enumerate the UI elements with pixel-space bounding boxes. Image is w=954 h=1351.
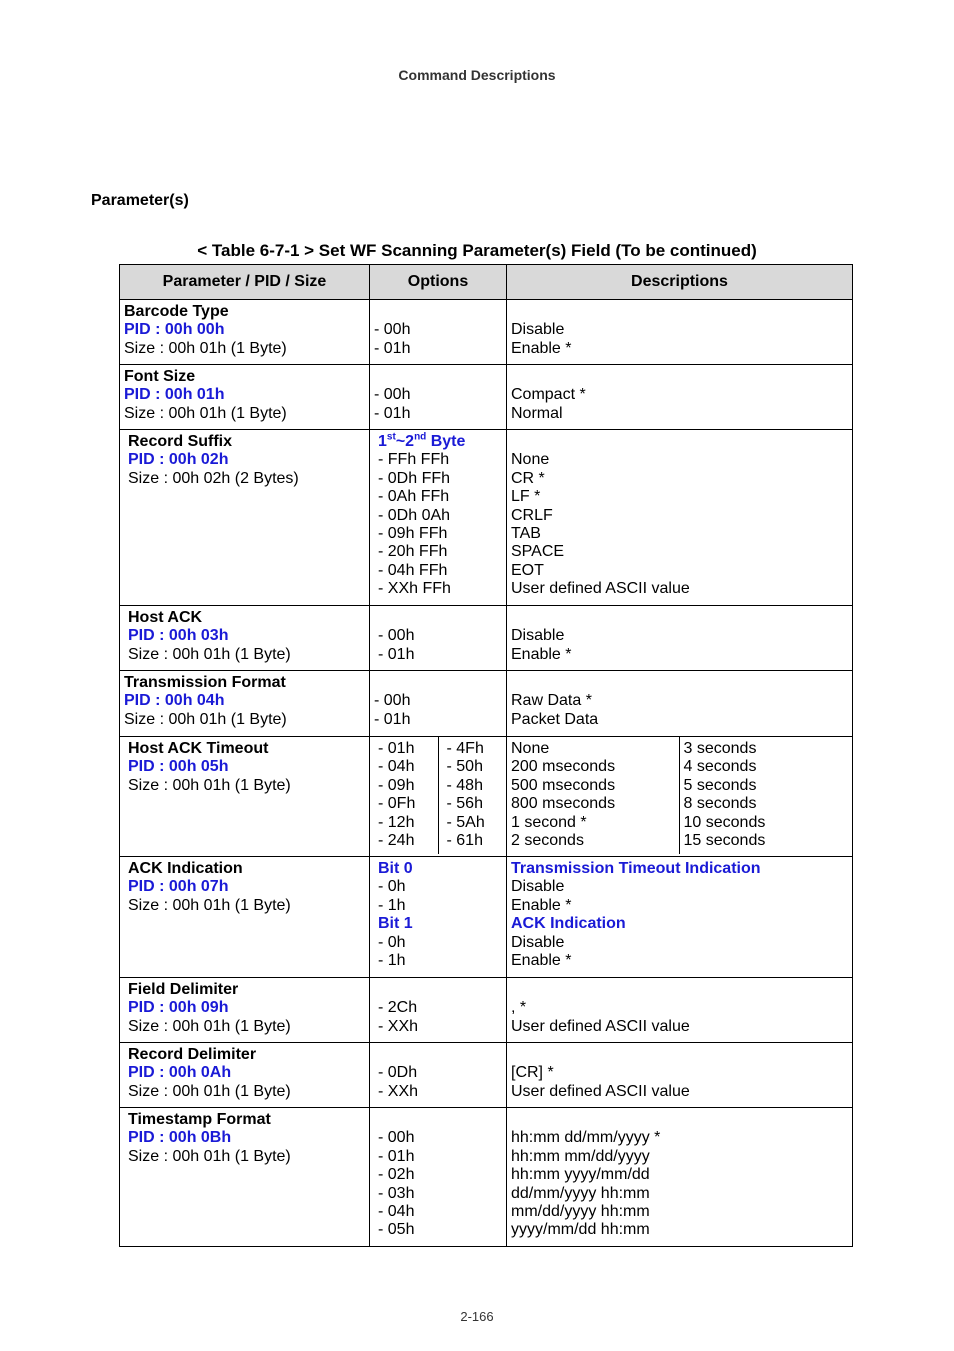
byte-range-label: 1st~2nd Byte	[378, 431, 466, 450]
description-item: 8 seconds	[683, 795, 757, 813]
option-item: - 0Ah FFh	[378, 488, 450, 506]
bit-label: Bit 1	[378, 915, 413, 933]
description-item: Compact *	[511, 386, 586, 404]
description-item: SPACE	[511, 543, 565, 561]
parameter-cell	[120, 430, 370, 606]
description-item: User defined ASCII value	[511, 580, 690, 598]
description-item: 10 seconds	[683, 813, 766, 831]
description-item: Disable	[511, 878, 565, 896]
description-item: CR *	[511, 469, 545, 487]
descriptions-cell	[507, 365, 853, 430]
option-item: - 1h	[378, 896, 406, 914]
column-header: Options	[370, 265, 507, 300]
options-column	[370, 737, 438, 854]
parameter-cell	[120, 1043, 370, 1108]
description-item: 200 mseconds	[511, 758, 616, 776]
options-cell	[370, 671, 507, 737]
table-row	[120, 978, 853, 1043]
description-item: Normal	[511, 404, 563, 422]
description-item: 3 seconds	[683, 740, 757, 757]
parameter-size: Size : 00h 01h (1 Byte)	[124, 710, 287, 728]
parameter-pid: PID : 00h 09h	[128, 999, 229, 1017]
description-item: 800 mseconds	[511, 795, 616, 813]
parameter-cell	[120, 365, 370, 430]
description-item: yyyy/mm/dd hh:mm	[511, 1221, 650, 1239]
parameter-cell	[120, 978, 370, 1043]
option-item: - 0Dh	[378, 1064, 418, 1082]
options-cell	[370, 365, 507, 430]
parameter-size: Size : 00h 01h (1 Byte)	[128, 776, 291, 794]
description-group-title: Transmission Timeout Indication	[511, 860, 761, 877]
descriptions-cell	[507, 300, 853, 365]
option-item: - 12h	[378, 813, 415, 831]
parameter-pid: PID : 00h 04h	[124, 692, 225, 710]
description-item: dd/mm/yyyy hh:mm	[511, 1184, 650, 1202]
parameter-name: Timestamp Format	[128, 1111, 271, 1128]
page-number: 2-166	[460, 1309, 494, 1324]
parameter-pid: PID : 00h 03h	[128, 627, 229, 645]
descriptions-cell	[507, 606, 853, 671]
option-item: - 50h	[446, 758, 483, 776]
parameter-size: Size : 00h 01h (1 Byte)	[124, 339, 287, 357]
description-item: Disable	[511, 933, 565, 951]
options-cell	[370, 978, 507, 1043]
option-item: - 61h	[446, 832, 483, 850]
parameter-name: Host ACK	[128, 609, 203, 626]
parameter-pid: PID : 00h 02h	[128, 451, 229, 469]
parameter-cell	[120, 671, 370, 737]
option-item: - FFh FFh	[378, 451, 450, 469]
parameter-pid: PID : 00h 01h	[124, 386, 225, 404]
description-item: Disable	[511, 627, 565, 645]
parameter-size: Size : 00h 02h (2 Bytes)	[128, 469, 299, 487]
option-item: - 00h	[378, 627, 415, 645]
parameter-pid: PID : 00h 05h	[128, 758, 229, 776]
descriptions-cell	[507, 857, 853, 978]
options-cell	[370, 430, 507, 606]
descriptions-cell	[507, 1043, 853, 1108]
option-item: - 00h	[374, 321, 411, 339]
description-item: CRLF	[511, 506, 553, 524]
table-row	[120, 671, 853, 737]
option-item: - 0Fh	[378, 795, 416, 813]
option-item: - 01h	[374, 339, 411, 357]
options-split	[370, 737, 506, 854]
descriptions-cell	[507, 1108, 853, 1247]
description-item: Enable *	[511, 339, 572, 357]
descriptions-split	[507, 737, 852, 854]
parameter-size: Size : 00h 01h (1 Byte)	[124, 404, 287, 422]
option-item: - 20h FFh	[378, 543, 448, 561]
options-cell	[370, 857, 507, 978]
table-row	[120, 1043, 853, 1108]
option-item: - 09h	[378, 776, 415, 794]
description-item: Enable *	[511, 896, 572, 914]
option-item: - 02h	[378, 1166, 415, 1184]
description-item: LF *	[511, 488, 541, 506]
description-item: Disable	[511, 321, 565, 339]
option-item: - 00h	[374, 386, 411, 404]
parameter-name: Barcode Type	[124, 303, 229, 320]
option-item: - 04h	[378, 758, 415, 776]
option-item: - 2Ch	[378, 999, 418, 1017]
parameter-cell	[120, 857, 370, 978]
parameter-cell	[120, 606, 370, 671]
descriptions-cell	[507, 737, 853, 857]
descriptions-cell	[507, 978, 853, 1043]
bit-label: Bit 0	[378, 860, 413, 877]
table-header-row	[120, 265, 853, 300]
description-item: 2 seconds	[511, 832, 584, 850]
description-item: mm/dd/yyyy hh:mm	[511, 1203, 650, 1221]
description-item: TAB	[511, 525, 541, 543]
description-item: 15 seconds	[683, 832, 766, 850]
table-row	[120, 857, 853, 978]
section-title: Parameter(s)	[91, 192, 189, 209]
parameter-table	[119, 264, 853, 1247]
option-item: - 01h	[378, 1147, 415, 1165]
option-item: - XXh	[378, 1017, 419, 1035]
option-item: - 24h	[378, 832, 415, 850]
option-item: - 01h	[374, 710, 411, 728]
description-item: None	[511, 451, 550, 469]
option-item: - 03h	[378, 1184, 415, 1202]
running-header: Command Descriptions	[398, 67, 556, 83]
option-item: - 04h FFh	[378, 561, 448, 579]
option-item: - 0Dh FFh	[378, 469, 451, 487]
option-item: - 0h	[378, 878, 406, 896]
column-header: Parameter / PID / Size	[120, 265, 370, 300]
parameter-size: Size : 00h 01h (1 Byte)	[128, 1017, 291, 1035]
option-item: - 1h	[378, 952, 406, 970]
description-item: 4 seconds	[683, 758, 757, 776]
description-group-title: ACK Indication	[511, 915, 626, 933]
parameter-size: Size : 00h 01h (1 Byte)	[128, 896, 291, 914]
table-row	[120, 737, 853, 857]
description-item: User defined ASCII value	[511, 1082, 690, 1100]
option-item: - 00h	[378, 1129, 415, 1147]
options-cell	[370, 606, 507, 671]
options-cell	[370, 1043, 507, 1108]
descriptions-cell	[507, 430, 853, 606]
description-item: hh:mm yyyy/mm/dd	[511, 1166, 650, 1184]
table-row	[120, 430, 853, 606]
table-caption: < Table 6-7-1 > Set WF Scanning Parameter(s) Field (To be continued)	[197, 241, 757, 260]
table-row	[120, 1108, 853, 1247]
option-item: - 01h	[378, 740, 415, 757]
description-item: , *	[511, 999, 527, 1017]
parameter-size: Size : 00h 01h (1 Byte)	[128, 645, 291, 663]
parameter-pid: PID : 00h 07h	[128, 878, 229, 896]
parameter-cell	[120, 737, 370, 857]
description-item: [CR] *	[511, 1064, 554, 1082]
parameter-name: Record Delimiter	[128, 1046, 257, 1063]
options-cell	[370, 1108, 507, 1247]
parameter-name: Host ACK Timeout	[128, 740, 269, 757]
parameter-pid: PID : 00h 0Bh	[128, 1129, 232, 1147]
option-item: - XXh FFh	[378, 580, 451, 598]
description-item: 500 mseconds	[511, 776, 616, 794]
descriptions-column	[679, 737, 852, 854]
parameter-pid: PID : 00h 00h	[124, 321, 225, 339]
parameter-size: Size : 00h 01h (1 Byte)	[128, 1082, 291, 1100]
table-row	[120, 606, 853, 671]
option-item: - 0h	[378, 933, 406, 951]
description-item: 1 second *	[511, 813, 587, 831]
option-item: - 05h	[378, 1221, 415, 1239]
parameter-pid: PID : 00h 0Ah	[128, 1064, 232, 1082]
option-item: - 04h	[378, 1203, 415, 1221]
parameter-name: Font Size	[124, 368, 196, 385]
description-item: None	[511, 740, 550, 757]
option-item: - XXh	[378, 1082, 419, 1100]
table-row	[120, 365, 853, 430]
parameter-cell	[120, 1108, 370, 1247]
description-item: hh:mm mm/dd/yyyy	[511, 1147, 650, 1165]
option-item: - 00h	[374, 692, 411, 710]
parameter-name: Record Suffix	[128, 433, 233, 450]
option-item: - 56h	[446, 795, 483, 813]
option-item: - 5Ah	[446, 813, 485, 831]
description-item: Enable *	[511, 645, 572, 663]
options-cell	[370, 737, 507, 857]
descriptions-cell	[507, 671, 853, 737]
table-row	[120, 300, 853, 365]
description-item: Enable *	[511, 952, 572, 970]
option-item: - 09h FFh	[378, 525, 448, 543]
options-cell	[370, 300, 507, 365]
parameter-name: Field Delimiter	[128, 981, 239, 998]
description-item: Packet Data	[511, 710, 599, 728]
description-item: EOT	[511, 561, 544, 579]
parameter-size: Size : 00h 01h (1 Byte)	[128, 1147, 291, 1165]
parameter-name: Transmission Format	[124, 674, 286, 691]
option-item: - 0Dh 0Ah	[378, 506, 451, 524]
descriptions-column	[507, 737, 679, 854]
description-item: hh:mm dd/mm/yyyy *	[511, 1129, 661, 1147]
column-header: Descriptions	[507, 265, 853, 300]
option-item: - 01h	[378, 645, 415, 663]
options-column	[438, 737, 506, 854]
option-item: - 48h	[446, 776, 483, 794]
description-item: Raw Data *	[511, 692, 592, 710]
option-item: - 4Fh	[446, 740, 484, 757]
parameter-name: ACK Indication	[128, 860, 243, 877]
description-item: 5 seconds	[683, 776, 757, 794]
description-item: User defined ASCII value	[511, 1017, 690, 1035]
option-item: - 01h	[374, 404, 411, 422]
parameter-cell	[120, 300, 370, 365]
